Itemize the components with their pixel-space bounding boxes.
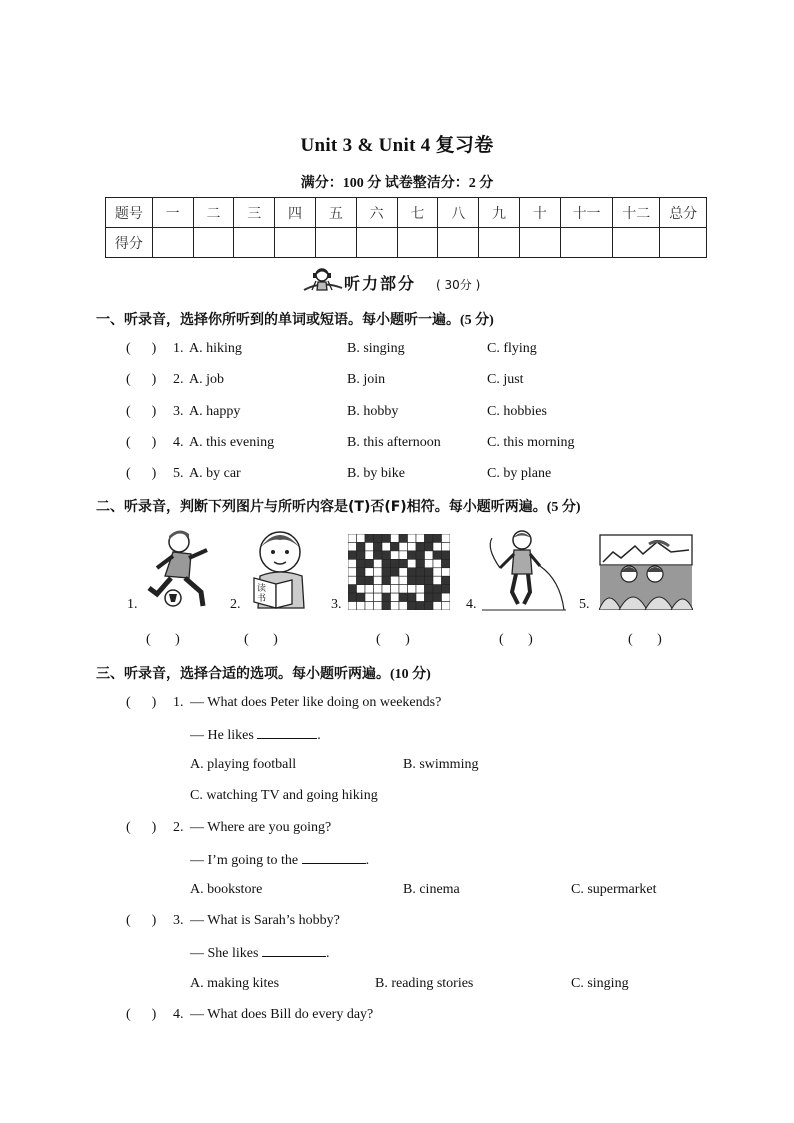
question-number: 1. bbox=[173, 695, 184, 710]
listening-banner bbox=[300, 266, 520, 296]
answer-blank[interactable]: ( ) bbox=[126, 372, 157, 387]
answer-blank[interactable]: ( ) bbox=[628, 632, 662, 647]
headphone-boy-icon bbox=[300, 266, 344, 296]
score-input-cell[interactable] bbox=[234, 228, 275, 258]
table-cell: 总分 bbox=[660, 198, 707, 228]
score-input-cell[interactable] bbox=[560, 228, 613, 258]
option-a: A. bookstore bbox=[190, 882, 263, 897]
section-2-heading bbox=[96, 496, 581, 516]
question-number: 1. bbox=[173, 341, 184, 356]
option-a: A. hiking bbox=[189, 341, 242, 356]
answer-prefix: — He likes bbox=[190, 728, 254, 743]
option-b: B. join bbox=[347, 372, 386, 387]
question-text: — What does Bill do every day? bbox=[190, 1007, 374, 1022]
table-cell: 题号 bbox=[106, 198, 153, 228]
option-b: B. this afternoon bbox=[347, 435, 441, 450]
option-a: A. job bbox=[189, 372, 224, 387]
option-a: A. by car bbox=[189, 466, 241, 481]
option-a: A. this evening bbox=[189, 435, 275, 450]
score-input-cell[interactable] bbox=[356, 228, 397, 258]
answer-blank[interactable]: ( ) bbox=[126, 341, 157, 356]
score-input-cell[interactable] bbox=[315, 228, 356, 258]
section-1-title: 一、听录音，选择你所听到的单词或短语。每小题听一遍。 bbox=[96, 312, 460, 328]
question-number: 3. bbox=[173, 913, 184, 928]
option-b: B. reading stories bbox=[375, 976, 474, 991]
table-cell: 四 bbox=[275, 198, 316, 228]
option-c: C. just bbox=[487, 372, 524, 387]
listening-banner-score: ( 30分 ) bbox=[436, 278, 481, 292]
score-input-cell[interactable] bbox=[275, 228, 316, 258]
boy-reading-book-icon bbox=[246, 528, 312, 612]
table-cell: 六 bbox=[356, 198, 397, 228]
question-number: 4. bbox=[173, 435, 184, 450]
table-cell: 一 bbox=[152, 198, 193, 228]
answer-blank[interactable]: ( ) bbox=[126, 695, 157, 710]
table-cell: 得分 bbox=[106, 228, 153, 258]
fill-blank[interactable] bbox=[257, 726, 317, 739]
section-2-title: 二、听录音，判断下列图片与所听内容是(T)否(F)相符。每小题听两遍。 bbox=[96, 499, 547, 515]
table-cell: 八 bbox=[438, 198, 479, 228]
score-input-cell[interactable] bbox=[660, 228, 707, 258]
score-input-cell[interactable] bbox=[397, 228, 438, 258]
crossword-puzzle-icon bbox=[348, 534, 450, 610]
picture-number: 1. bbox=[127, 597, 138, 612]
section-3-points: (10 分) bbox=[390, 667, 431, 682]
question-number: 5. bbox=[173, 466, 184, 481]
table-cell: 十一 bbox=[560, 198, 613, 228]
option-a: A. making kites bbox=[190, 976, 280, 991]
cinema-audience-icon bbox=[599, 534, 693, 610]
answer-prefix: — She likes bbox=[190, 946, 259, 961]
option-b: B. by bike bbox=[347, 466, 405, 481]
option-c: C. flying bbox=[487, 341, 537, 356]
question-number: 2. bbox=[173, 820, 184, 835]
section-3-title: 三、听录音，选择合适的选项。每小题听两遍。 bbox=[96, 666, 390, 682]
answer-line: — She likes . bbox=[190, 946, 330, 961]
fill-blank[interactable] bbox=[302, 851, 366, 864]
question-number: 3. bbox=[173, 404, 184, 419]
question-text: — Where are you going? bbox=[190, 820, 332, 835]
answer-line: — I’m going to the . bbox=[190, 853, 370, 868]
boy-jumping-rope-icon bbox=[482, 528, 566, 612]
question-number: 4. bbox=[173, 1007, 184, 1022]
listening-banner-title: 听力部分 bbox=[344, 274, 417, 293]
score-table bbox=[105, 197, 707, 258]
score-input-cell[interactable] bbox=[519, 228, 560, 258]
question-text: — What does Peter like doing on weekends? bbox=[190, 695, 442, 710]
table-cell: 三 bbox=[234, 198, 275, 228]
option-c: C. this morning bbox=[487, 435, 575, 450]
table-cell: 七 bbox=[397, 198, 438, 228]
score-table-score-row bbox=[106, 228, 707, 258]
option-c: C. supermarket bbox=[571, 882, 657, 897]
answer-blank[interactable]: ( ) bbox=[376, 632, 410, 647]
answer-blank[interactable]: ( ) bbox=[244, 632, 278, 647]
option-c: C. watching TV and going hiking bbox=[190, 788, 378, 803]
question-number: 2. bbox=[173, 372, 184, 387]
score-table-header-row bbox=[106, 198, 707, 228]
option-c: C. by plane bbox=[487, 466, 552, 481]
answer-blank[interactable]: ( ) bbox=[126, 435, 157, 450]
section-1-points: (5 分) bbox=[460, 313, 494, 328]
boy-kicking-football-icon bbox=[143, 528, 219, 612]
answer-blank[interactable]: ( ) bbox=[146, 632, 180, 647]
book-label: 读书 bbox=[257, 584, 267, 604]
picture-number: 3. bbox=[331, 597, 342, 612]
table-cell: 二 bbox=[193, 198, 234, 228]
answer-blank[interactable]: ( ) bbox=[126, 913, 157, 928]
question-text: — What is Sarah’s hobby? bbox=[190, 913, 340, 928]
score-input-cell[interactable] bbox=[193, 228, 234, 258]
section-1-heading bbox=[96, 309, 494, 329]
answer-blank[interactable]: ( ) bbox=[126, 466, 157, 481]
table-cell: 五 bbox=[315, 198, 356, 228]
option-b: B. cinema bbox=[403, 882, 460, 897]
picture-number: 2. bbox=[230, 597, 241, 612]
option-a: A. playing football bbox=[190, 757, 297, 772]
answer-blank[interactable]: ( ) bbox=[126, 404, 157, 419]
option-a: A. happy bbox=[189, 404, 241, 419]
page-title: Unit 3 & Unit 4 复习卷 bbox=[300, 135, 494, 156]
answer-blank[interactable]: ( ) bbox=[499, 632, 533, 647]
picture-number: 5. bbox=[579, 597, 590, 612]
score-input-cell[interactable] bbox=[438, 228, 479, 258]
answer-prefix: — I’m going to the bbox=[190, 853, 299, 868]
score-input-cell[interactable] bbox=[479, 228, 520, 258]
table-cell: 九 bbox=[479, 198, 520, 228]
answer-line: — He likes . bbox=[190, 728, 321, 743]
answer-blank[interactable]: ( ) bbox=[126, 820, 157, 835]
option-b: B. swimming bbox=[403, 757, 479, 772]
section-3-heading bbox=[96, 663, 431, 683]
answer-blank[interactable]: ( ) bbox=[126, 1007, 157, 1022]
option-c: C. hobbies bbox=[487, 404, 547, 419]
fill-blank[interactable] bbox=[262, 944, 326, 957]
section-2-points: (5 分) bbox=[546, 500, 581, 515]
score-input-cell[interactable] bbox=[613, 228, 660, 258]
table-cell: 十二 bbox=[613, 198, 660, 228]
option-b: B. hobby bbox=[347, 404, 399, 419]
option-b: B. singing bbox=[347, 341, 405, 356]
option-c: C. singing bbox=[571, 976, 629, 991]
picture-number: 4. bbox=[466, 597, 477, 612]
score-input-cell[interactable] bbox=[152, 228, 193, 258]
page-subtitle: 满分：100 分 试卷整洁分：2 分 bbox=[300, 176, 494, 191]
table-cell: 十 bbox=[519, 198, 560, 228]
